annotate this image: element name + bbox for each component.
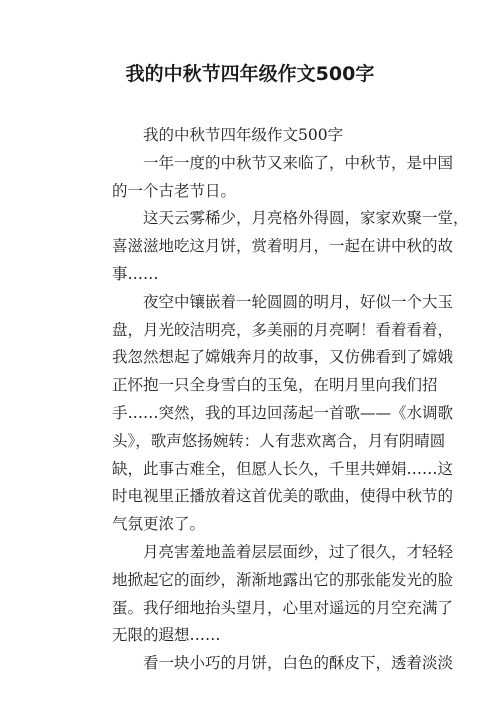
text-line: 一年一度的中秋节又来临了，中秋节，是中国 (143, 153, 454, 172)
text-line: 时电视里正播放着这首优美的歌曲，使得中秋节的 (112, 487, 454, 506)
text-line: 我的中秋节四年级作文500字 (143, 126, 344, 144)
text-line: 我忽然想起了嫦娥奔月的故事，又仿佛看到了嫦娥 (112, 348, 454, 367)
text-line: 头》，歌声悠扬婉转：人有悲欢离合，月有阴晴圆 (112, 431, 446, 450)
text-line: 这天云雾稀少，月亮格外得圆，家家欢聚一堂， (143, 209, 469, 228)
text-line: 手……突然，我的耳边回荡起一首歌——《水调歌 (112, 403, 454, 422)
text-line: 气氛更浓了。 (112, 515, 206, 534)
text-line: 的一个古老节日。 (112, 181, 237, 200)
text-line: 看一块小巧的月饼，白色的酥皮下，透着淡淡 (143, 654, 454, 673)
text-line: 事…… (112, 264, 159, 283)
document-body (112, 122, 469, 678)
text-line: 正怀抱一只全身雪白的玉兔，在明月里向我们招 (112, 376, 438, 395)
text-line: 地掀起它的面纱，渐渐地露出它的那张能发光的脸 (112, 570, 454, 589)
text-line: 蛋。我仔细地抬头望月，心里对遥远的月空充满了 (112, 598, 454, 617)
text-line: 无限的遐想…… (112, 626, 221, 645)
page-title: 我的中秋节四年级作文500字 (125, 63, 375, 85)
text-line: 夜空中镶嵌着一轮圆圆的明月，好似一个大玉 (143, 292, 454, 311)
text-line: 月亮害羞地盖着层层面纱，过了很久，才轻轻 (143, 542, 454, 561)
text-line: 盘，月光皎洁明亮，多美丽的月亮啊！看着看着， (112, 320, 454, 339)
text-line: 喜滋滋地吃这月饼，赏着明月，一起在讲中秋的故 (112, 237, 454, 256)
text-line: 缺，此事古难全，但愿人长久，千里共婵娟……这 (112, 459, 454, 478)
